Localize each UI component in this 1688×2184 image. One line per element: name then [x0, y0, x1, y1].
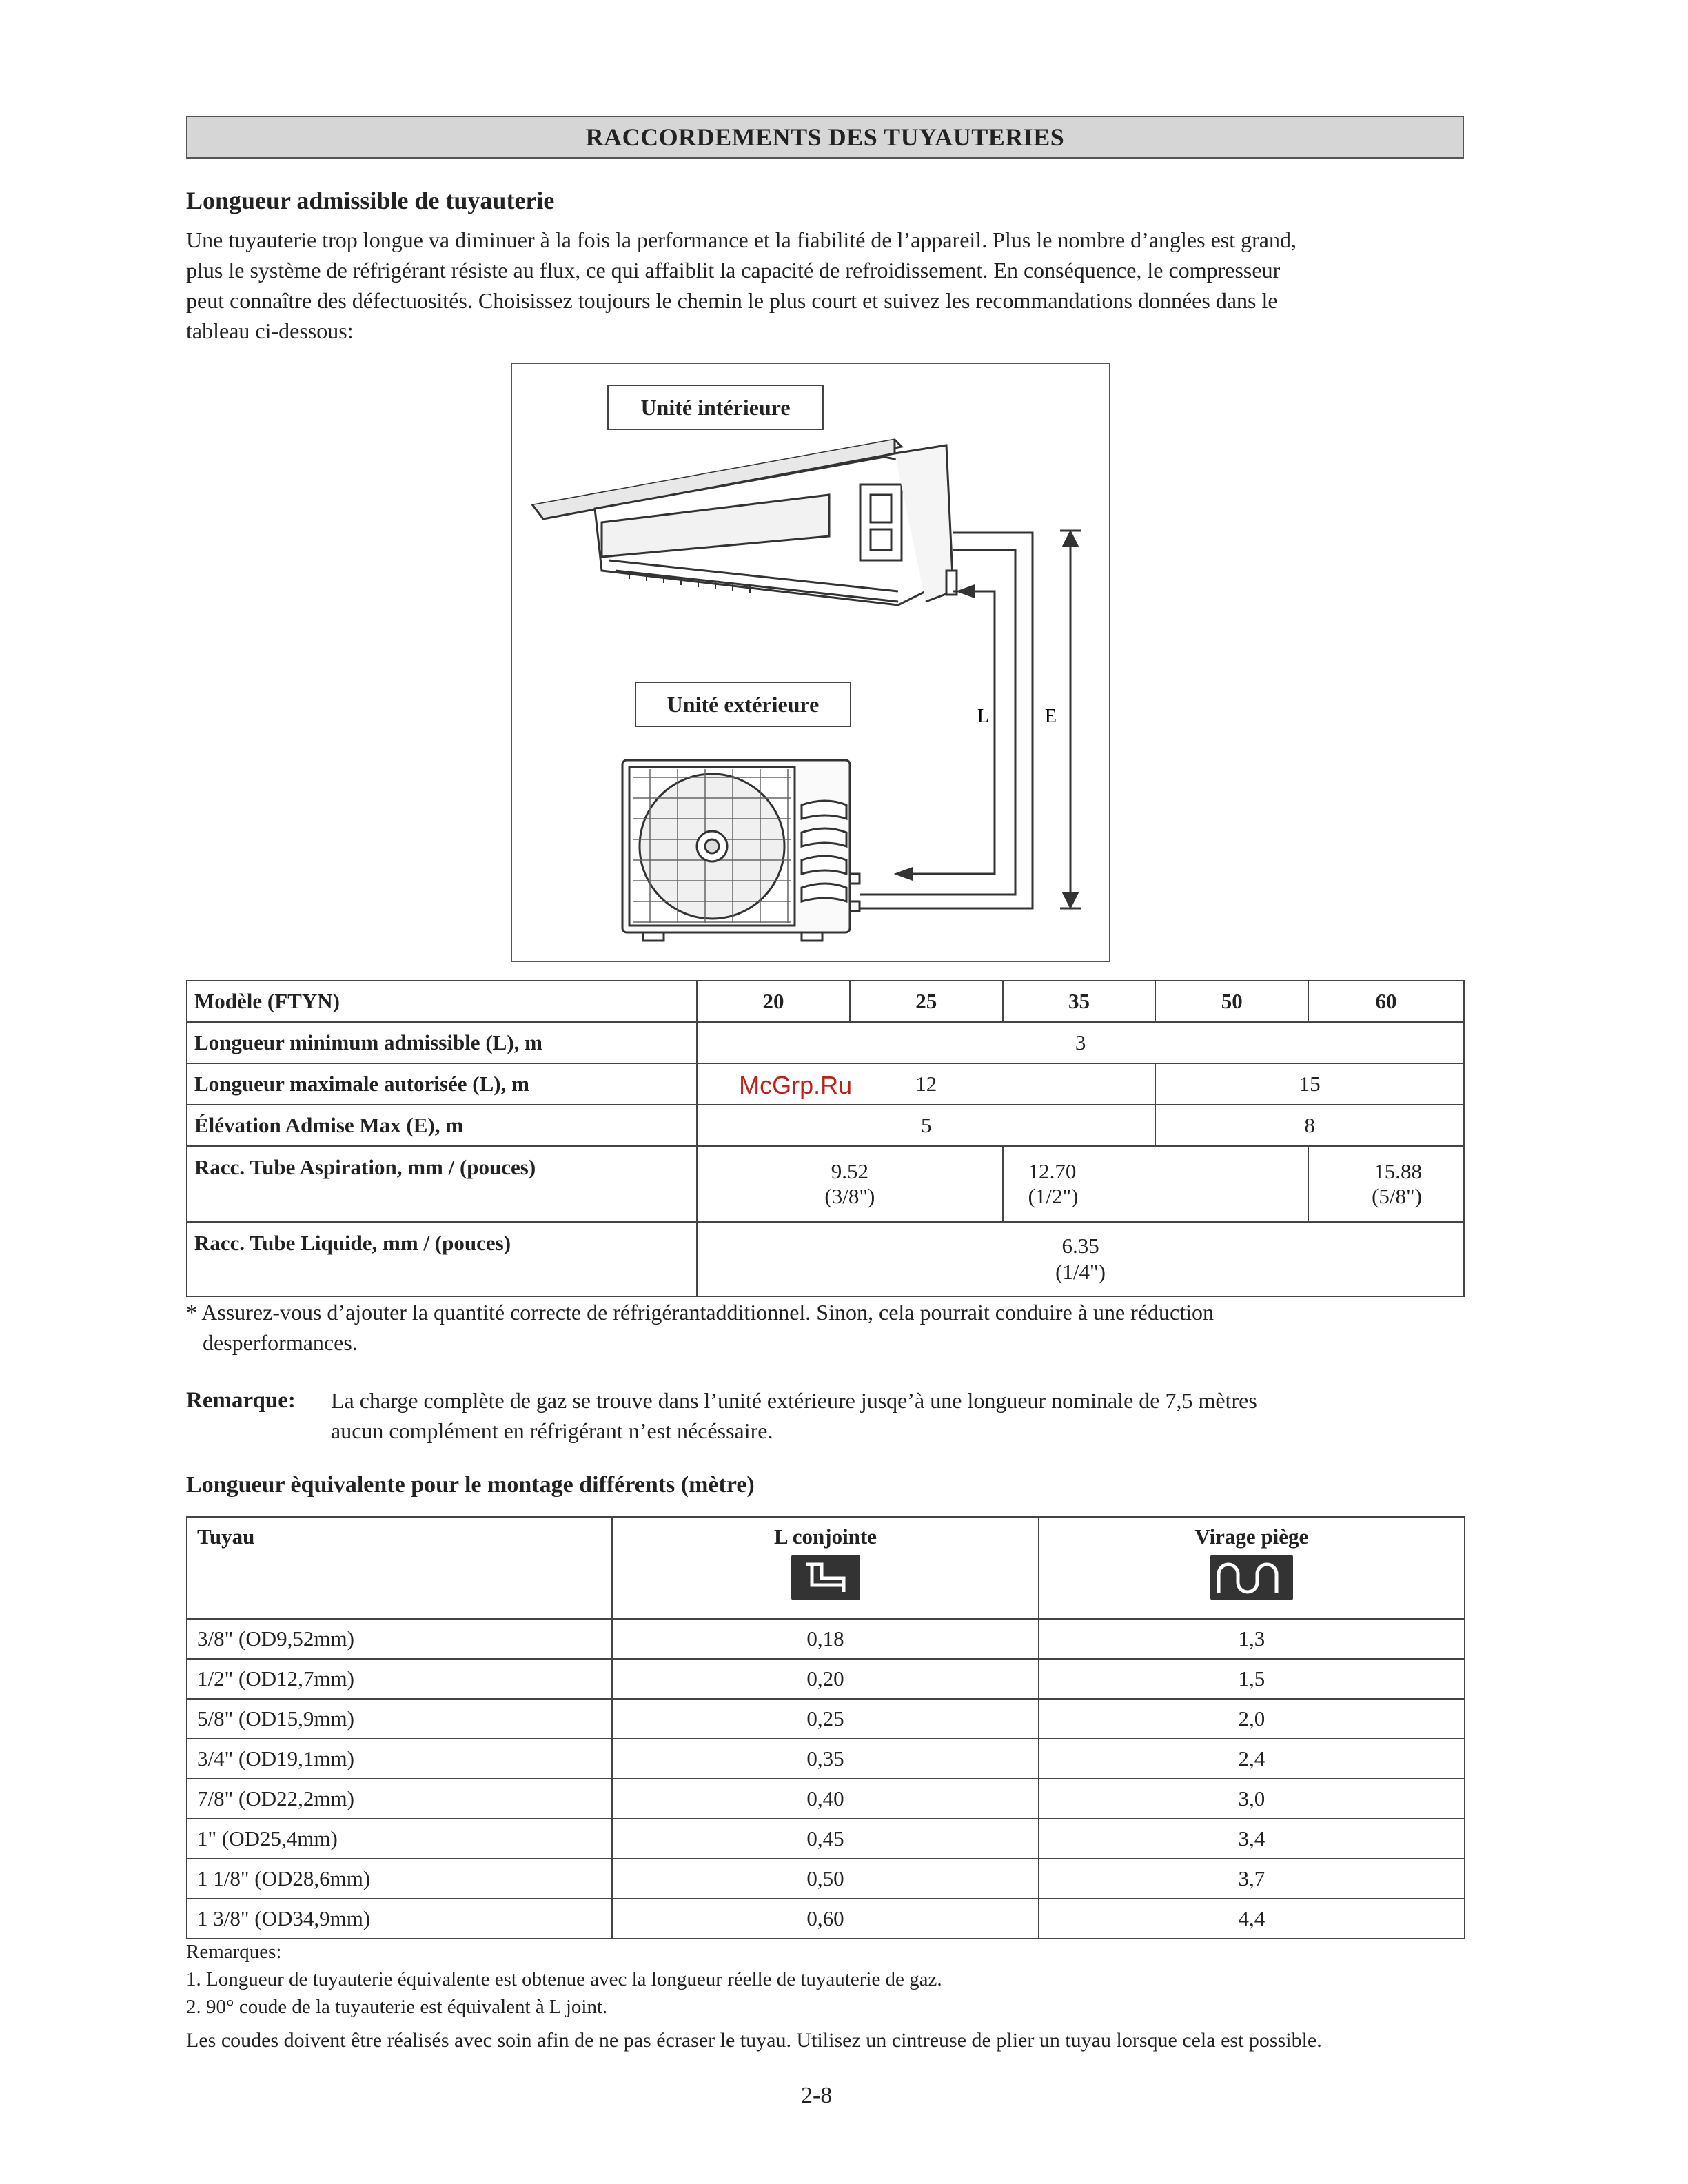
col-header-pipe: Tuyau — [187, 1517, 612, 1619]
elevation-value-1: 5 — [697, 1105, 1155, 1146]
remark-label: Remarque: — [186, 1388, 296, 1413]
l-joint-value: 0,50 — [612, 1859, 1038, 1899]
suction-in-c: (5/8") — [1372, 1184, 1422, 1208]
table-row — [187, 1859, 1465, 1899]
table-row — [187, 1899, 1465, 1939]
pipe-size: 1" (OD25,4mm) — [187, 1819, 612, 1859]
trap-bend-value: 1,5 — [1039, 1659, 1465, 1699]
trap-bend-value: 3,7 — [1039, 1859, 1465, 1899]
trap-bend-value: 1,3 — [1039, 1619, 1465, 1659]
pipe-size: 3/8" (OD9,52mm) — [187, 1619, 612, 1659]
model-20: 20 — [697, 981, 850, 1022]
model-35: 35 — [1003, 981, 1156, 1022]
intro-paragraph — [186, 225, 1465, 346]
equivalent-length-table — [186, 1516, 1465, 1939]
installation-diagram — [511, 363, 1110, 962]
col-header-l-joint-label: L conjointe — [774, 1524, 877, 1549]
suction-mm-b: 12.70 — [1028, 1159, 1077, 1183]
liquid-value — [697, 1222, 1464, 1296]
trap-bend-value: 2,4 — [1039, 1739, 1465, 1779]
pipe-length-spec-table — [186, 980, 1465, 1297]
max-length-value-2: 15 — [1155, 1063, 1464, 1105]
table-row — [187, 1105, 1464, 1146]
remark-note — [186, 1385, 1468, 1446]
asterisk-note — [186, 1297, 1468, 1358]
outdoor-unit-illustration — [622, 760, 860, 941]
suction-in-b: (1/2") — [1028, 1184, 1079, 1208]
watermark: McGrp.Ru — [739, 1071, 853, 1099]
table-row — [187, 1022, 1464, 1063]
table-row — [187, 1779, 1465, 1819]
l-joint-icon — [622, 1555, 1028, 1600]
suction-mm-c: 15.88 — [1374, 1159, 1422, 1183]
table-row — [187, 981, 1464, 1022]
suction-value-a — [697, 1146, 1002, 1222]
l-joint-value: 0,60 — [612, 1899, 1038, 1939]
suction-value-c — [1308, 1146, 1464, 1222]
elevation-dimension-line — [1060, 531, 1081, 908]
page-title: RACCORDEMENTS DES TUYAUTERIES — [585, 123, 1065, 151]
row-label: Racc. Tube Liquide, mm / (pouces) — [187, 1222, 697, 1296]
table-row — [187, 1699, 1465, 1739]
table-row — [187, 1819, 1465, 1859]
l-joint-value: 0,20 — [612, 1659, 1038, 1699]
pipe-size: 1 1/8" (OD28,6mm) — [187, 1859, 612, 1899]
max-length-value-1: 12 — [915, 1072, 937, 1096]
l-joint-value: 0,18 — [612, 1619, 1038, 1659]
remark-item-2: 2. 90° coude de la tuyauterie est équivalent à L joint. — [186, 1996, 608, 2018]
row-label: Racc. Tube Aspiration, mm / (pouces) — [187, 1146, 697, 1222]
elevation-value-2: 8 — [1155, 1105, 1464, 1146]
label-E: E — [1044, 706, 1057, 727]
liquid-in: (1/4") — [1055, 1260, 1106, 1284]
table-row — [187, 1063, 1464, 1105]
min-length-value: 3 — [697, 1022, 1464, 1063]
section-title-bar — [186, 116, 1464, 159]
remark-line-1: La charge complète de gaz se trouve dans l’unité extérieure jusqe’à une longueur nominale de 7,5 mètres — [331, 1388, 1257, 1413]
asterisk-note-line-1: * Assurez-vous d’ajouter la quantité correcte de réfrigérantadditionnel. Sinon, cela pourrait conduire à une réduction — [186, 1300, 1214, 1325]
max-length-small — [697, 1063, 1155, 1105]
suction-in-a: (3/8") — [824, 1184, 875, 1208]
row-label: Élévation Admise Max (E), m — [187, 1105, 697, 1146]
model-60: 60 — [1308, 981, 1464, 1022]
remark-item-1: 1. Longueur de tuyauterie équivalente est obtenue avec la longueur réelle de tuyauterie de gaz. — [186, 1968, 942, 1990]
table-row — [187, 1739, 1465, 1779]
trap-bend-icon — [1049, 1555, 1454, 1600]
pipe-size: 1/2" (OD12,7mm) — [187, 1659, 612, 1699]
l-joint-value: 0,35 — [612, 1739, 1038, 1779]
col-header-trap-bend — [1039, 1517, 1465, 1619]
trap-bend-value: 4,4 — [1039, 1899, 1465, 1939]
trap-bend-value: 2,0 — [1039, 1699, 1465, 1739]
l-joint-value: 0,25 — [612, 1699, 1038, 1739]
suction-mm-a: 9.52 — [831, 1159, 868, 1183]
indoor-unit-illustration — [533, 440, 957, 605]
indoor-unit-label: Unité intérieure — [607, 385, 824, 430]
outdoor-unit-label: Unité extérieure — [635, 682, 851, 727]
trap-bend-value: 3,0 — [1039, 1779, 1465, 1819]
table-row — [187, 1146, 1464, 1222]
table-row — [187, 1222, 1464, 1296]
section-heading-allowable-length: Longueur admissible de tuyauterie — [186, 187, 555, 214]
pipe-size: 3/4" (OD19,1mm) — [187, 1739, 612, 1779]
liquid-mm: 6.35 — [1061, 1234, 1099, 1258]
intro-line-1: Une tuyauterie trop longue va diminuer à la fois la performance et la fiabilité de l’appareil. Plus le nombre d’angles est grand, — [186, 227, 1296, 252]
table-row — [187, 1659, 1465, 1699]
intro-line-3: peut connaître des défectuosités. Choisissez toujours le chemin le plus court et suivez les recommandations données dans le — [186, 288, 1278, 313]
model-25: 25 — [850, 981, 1003, 1022]
asterisk-note-line-2: desperformances. — [203, 1330, 358, 1355]
label-L: L — [977, 706, 989, 727]
final-note: Les coudes doivent être réalisés avec soin afin de ne pas écraser le tuyau. Utilisez un cintreuse de plier un tuyau lorsque cela est possible. — [186, 2029, 1322, 2052]
row-label: Longueur minimum admissible (L), m — [187, 1022, 697, 1063]
row-label: Longueur maximale autorisée (L), m — [187, 1063, 697, 1105]
table-header-row — [187, 1517, 1465, 1619]
l-joint-value: 0,40 — [612, 1779, 1038, 1819]
suction-value-b — [1003, 1146, 1309, 1222]
pipe-size: 1 3/8" (OD34,9mm) — [187, 1899, 612, 1939]
intro-line-2: plus le système de réfrigérant résiste au flux, ce qui affaiblit la capacité de refroidissement. En conséquence, le compresseur — [186, 258, 1281, 283]
diagram-drawing — [512, 364, 1109, 961]
remark-line-2: aucun complément en réfrigérant n’est nécéssaire. — [331, 1418, 773, 1443]
section-heading-equivalent-length: Longueur èquivalente pour le montage différents (mètre) — [186, 1472, 755, 1498]
remarks-block — [186, 1938, 1468, 2021]
col-header-l-joint — [612, 1517, 1038, 1619]
intro-line-4: tableau ci-dessous: — [186, 318, 354, 343]
model-header: Modèle (FTYN) — [187, 981, 697, 1022]
model-50: 50 — [1155, 981, 1308, 1022]
page-number: 2-8 — [801, 2083, 833, 2108]
trap-bend-value: 3,4 — [1039, 1819, 1465, 1859]
l-joint-value: 0,45 — [612, 1819, 1038, 1859]
pipe-size: 7/8" (OD22,2mm) — [187, 1779, 612, 1819]
pipe-size: 5/8" (OD15,9mm) — [187, 1699, 612, 1739]
remarks-title: Remarques: — [186, 1941, 282, 1963]
col-header-trap-bend-label: Virage piège — [1194, 1524, 1309, 1549]
table-row — [187, 1619, 1465, 1659]
